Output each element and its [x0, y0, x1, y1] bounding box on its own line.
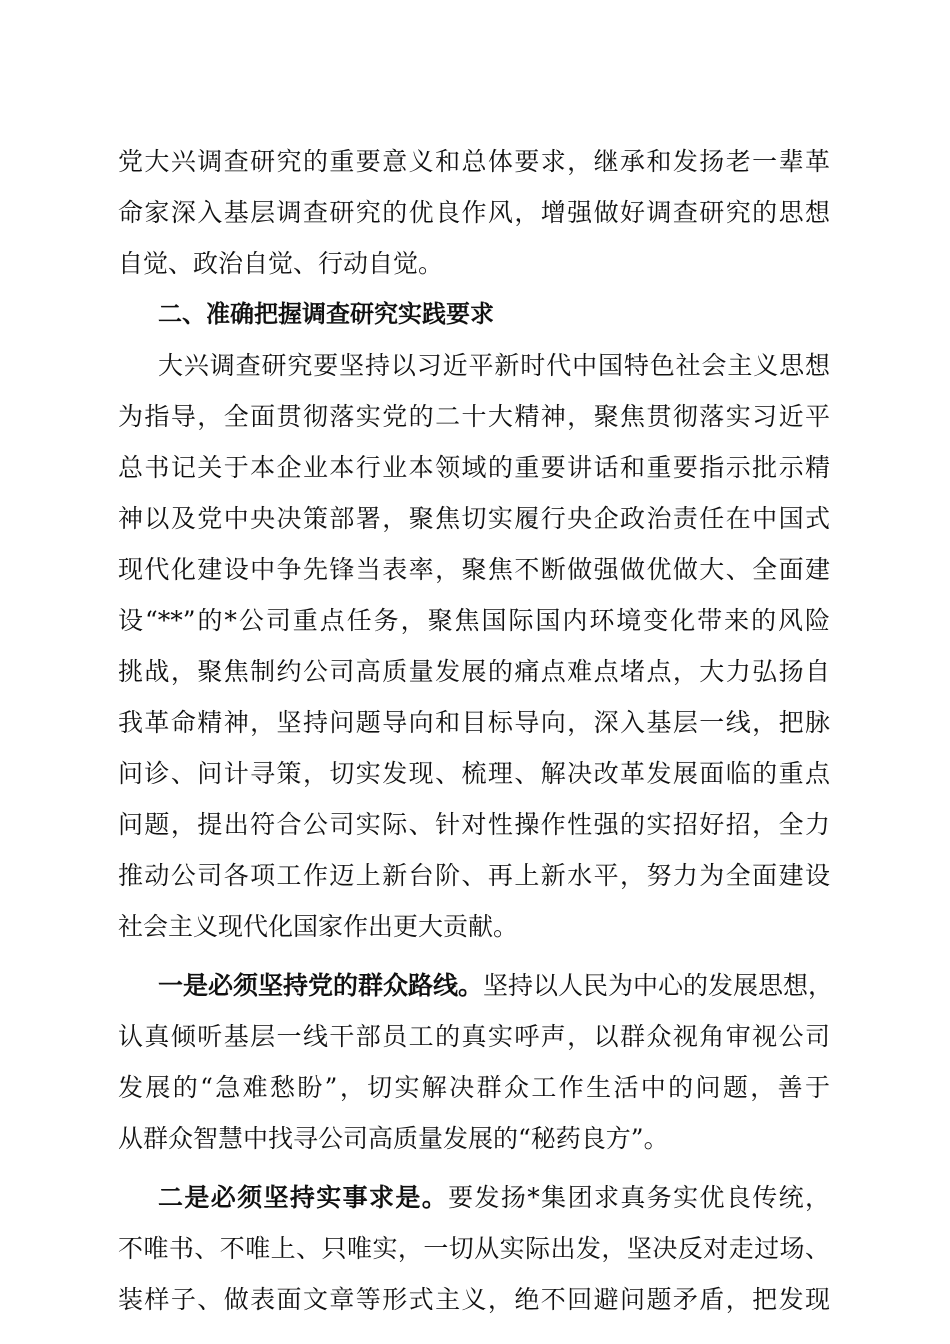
- text-line: 大兴调查研究要坚持以习近平新时代中国特色社会主义思想: [158, 351, 830, 380]
- text-line: 社会主义现代化国家作出更大贡献。: [118, 912, 519, 941]
- text-line: 发展的“急难愁盼”，切实解决群众工作生活中的问题，善于: [118, 1073, 830, 1102]
- text-line: 从群众智慧中找寻公司高质量发展的“秘药良方”。: [118, 1124, 669, 1153]
- text-line: 自觉、政治自觉、行动自觉。: [118, 249, 444, 278]
- text-line: 我革命精神，坚持问题导向和目标导向，深入基层一线，把脉: [118, 708, 830, 737]
- main-paragraph: [118, 340, 830, 952]
- text-line: 现代化建设中争先锋当表率，聚焦不断做强做优做大、全面建: [118, 555, 830, 584]
- point-text: 坚持以人民为中心的发展思想，: [483, 971, 834, 1000]
- text-line: [118, 960, 834, 1011]
- paragraph-gap: [118, 952, 830, 960]
- text-line: 神以及党中央决策部署，聚焦切实履行央企政治责任在中国式: [118, 504, 830, 533]
- section-heading: 二、准确把握调查研究实践要求: [158, 300, 494, 328]
- text-line: 为指导，全面贯彻落实党的二十大精神，聚焦贯彻落实习近平: [118, 402, 830, 431]
- text-line: 设“**”的*公司重点任务，聚焦国际国内环境变化带来的风险: [118, 606, 830, 635]
- intro-paragraph: [118, 136, 830, 289]
- text-line: 问诊、问计寻策，切实发现、梳理、解决改革发展面临的重点: [118, 759, 830, 788]
- text-line: 装样子、做表面文章等形式主义，绝不回避问题矛盾，把发现: [118, 1285, 830, 1314]
- point-label: 一是必须坚持党的群众路线。: [158, 971, 484, 1000]
- text-line: 不唯书、不唯上、只唯实，一切从实际出发，坚决反对走过场、: [118, 1234, 830, 1263]
- text-line: 认真倾听基层一线干部员工的真实呼声，以群众视角审视公司: [118, 1022, 830, 1051]
- text-line: 挑战，聚焦制约公司高质量发展的痛点难点堵点，大力弘扬自: [118, 657, 830, 686]
- document-body: [118, 136, 834, 1325]
- point-one-paragraph: [118, 960, 834, 1164]
- text-line: 党大兴调查研究的重要意义和总体要求，继承和发扬老一辈革: [118, 147, 830, 176]
- point-two-paragraph: [118, 1172, 830, 1325]
- point-text: 要发扬*集团求真务实优良传统，: [448, 1183, 830, 1212]
- text-line: 总书记关于本企业本行业本领域的重要讲话和重要指示批示精: [118, 453, 830, 482]
- text-line: [118, 1172, 830, 1223]
- point-label: 二是必须坚持实事求是。: [158, 1183, 449, 1212]
- paragraph-gap: [118, 1164, 830, 1172]
- text-line: 问题，提出符合公司实际、针对性操作性强的实招好招，全力: [118, 810, 830, 839]
- text-line: 命家深入基层调查研究的优良作风，增强做好调查研究的思想: [118, 198, 830, 227]
- text-line: 推动公司各项工作迈上新台阶、再上新水平，努力为全面建设: [118, 861, 830, 890]
